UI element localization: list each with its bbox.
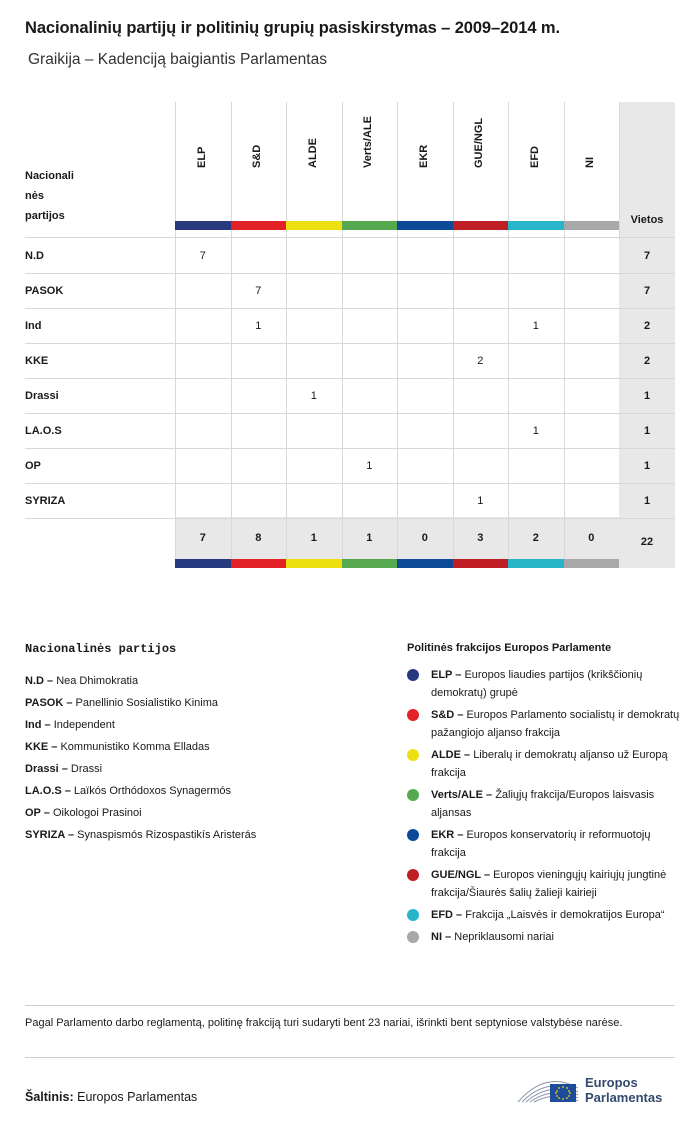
- national-legend-item: [25, 714, 355, 736]
- legend-abbr: Verts/ALE –: [431, 789, 493, 801]
- legend-name: Oikologoi Prasinoi: [52, 807, 142, 819]
- legend-abbr: SYRIZA –: [25, 829, 75, 841]
- group-total: 0: [588, 532, 595, 544]
- table-cell: 1: [532, 425, 539, 437]
- legend-name: Laïkós Orthódoxos Synagermós: [73, 785, 232, 797]
- row-divider: [25, 413, 675, 414]
- group-legend-item: [407, 786, 682, 822]
- source-value: Europos Parlamentas: [77, 1090, 198, 1104]
- group-color-band-bottom: [453, 559, 509, 568]
- group-total: 7: [199, 532, 206, 544]
- legend-abbr: LA.O.S –: [25, 785, 71, 797]
- group-color-dot-icon: [407, 909, 419, 921]
- group-header-alde: [286, 102, 342, 230]
- national-legend-title: Nacionalinės partijos: [25, 642, 177, 656]
- legend-name: Nea Dhimokratia: [56, 675, 139, 687]
- group-legend-item: [407, 746, 682, 782]
- legend-abbr: ALDE –: [431, 749, 471, 761]
- group-header-efd: [508, 102, 564, 230]
- row-party-label: Ind: [25, 320, 42, 332]
- table-cell: 1: [255, 320, 262, 332]
- national-parties-legend: [25, 642, 355, 846]
- legend-abbr: KKE –: [25, 741, 58, 753]
- row-party-label: PASOK: [25, 285, 64, 297]
- group-header-elp: [175, 102, 231, 230]
- group-header-label: Verts/ALE: [362, 116, 375, 168]
- legend-abbr: EKR –: [431, 829, 464, 841]
- group-header-ekr: [397, 102, 453, 230]
- source-label: Šaltinis:: [25, 1090, 74, 1104]
- table-cell: 2: [477, 355, 484, 367]
- group-total: 1: [310, 532, 317, 544]
- national-legend-item: [25, 780, 355, 802]
- group-header-ni: [564, 102, 620, 230]
- group-color-band-bottom: [508, 559, 564, 568]
- rules-note: Pagal Parlamento darbo reglamentą, politinę frakciją turi sudaryti bent 23 nariai, išrinkti bent septyniose valstybėse narėse.: [25, 1005, 675, 1058]
- national-legend-item: [25, 758, 355, 780]
- groups-legend-title: Politinės frakcijos Europos Parlamente: [407, 642, 612, 654]
- column-divider: [619, 102, 620, 239]
- row-party-label: N.D: [25, 250, 44, 262]
- group-legend-item: [407, 928, 682, 946]
- group-color-band-bottom: [397, 559, 453, 568]
- group-color-band: [231, 221, 287, 230]
- group-legend-item: [407, 706, 682, 742]
- group-color-dot-icon: [407, 749, 419, 761]
- row-divider: [25, 448, 675, 449]
- group-color-band-bottom: [231, 559, 287, 568]
- legend-name: Synaspismós Rizospastikís Aristerás: [77, 829, 257, 841]
- source-line: [25, 1090, 197, 1104]
- row-divider: [25, 343, 675, 344]
- group-color-band-bottom: [564, 559, 620, 568]
- row-seats: 7: [643, 285, 651, 297]
- group-color-band-bottom: [342, 559, 398, 568]
- group-header-label: EKR: [417, 144, 430, 168]
- table-cell: 1: [532, 320, 539, 332]
- group-header-label: S&D: [251, 144, 264, 168]
- row-seats: 2: [643, 320, 651, 332]
- group-total: 2: [532, 532, 539, 544]
- legend-name: Panellinio Sosialistiko Kinima: [75, 697, 219, 709]
- group-header-guengl: [453, 102, 509, 230]
- group-color-band: [286, 221, 342, 230]
- group-color-band-bottom: [175, 559, 231, 568]
- row-divider: [25, 308, 675, 309]
- legend-name: Kommunistiko Komma Elladas: [60, 741, 210, 753]
- group-header-sd: [231, 102, 287, 230]
- row-party-label: Drassi: [25, 390, 59, 402]
- national-legend-item: [25, 824, 355, 846]
- group-header-vertsale: [342, 102, 398, 230]
- legend-name: Žaliųjų frakcija/Europos laisvasis aljansas: [431, 789, 655, 819]
- national-legend-item: [25, 802, 355, 824]
- legend-abbr: PASOK –: [25, 697, 73, 709]
- group-header-label: GUE/NGL: [473, 117, 486, 168]
- logo-line-2: Parlamentas: [585, 1090, 663, 1105]
- table-cell: 1: [310, 390, 317, 402]
- row-party-label: SYRIZA: [25, 495, 66, 507]
- group-total: 1: [366, 532, 373, 544]
- national-legend-item: [25, 736, 355, 758]
- legend-name: Liberalų ir demokratų aljanso už Europą frakcija: [431, 749, 668, 779]
- header-divider: [25, 237, 675, 238]
- table-cell: 7: [199, 250, 206, 262]
- group-color-dot-icon: [407, 709, 419, 721]
- legend-abbr: S&D –: [431, 709, 464, 721]
- group-color-dot-icon: [407, 829, 419, 841]
- group-color-band: [397, 221, 453, 230]
- group-color-dot-icon: [407, 931, 419, 943]
- row-divider: [25, 273, 675, 274]
- row-seats: 1: [643, 495, 651, 507]
- legend-abbr: Drassi –: [25, 763, 68, 775]
- political-groups-legend: [407, 642, 682, 950]
- group-color-dot-icon: [407, 669, 419, 681]
- row-divider: [25, 483, 675, 484]
- row-party-label: LA.O.S: [25, 425, 62, 437]
- seats-column-header: Vietos: [630, 214, 664, 226]
- legend-name: Europos liaudies partijos (krikščionių demokratų) grupė: [431, 669, 643, 699]
- distribution-table: [25, 102, 675, 568]
- national-legend-item: [25, 670, 355, 692]
- group-total: 3: [477, 532, 484, 544]
- page-subtitle: Graikija – Kadenciją baigiantis Parlamentas: [28, 51, 327, 68]
- legend-name: Drassi: [70, 763, 103, 775]
- national-legend-item: [25, 692, 355, 714]
- legend-abbr: GUE/NGL –: [431, 869, 491, 881]
- row-seats: 7: [643, 250, 651, 262]
- group-legend-item: [407, 906, 682, 924]
- table-cell: 1: [477, 495, 484, 507]
- legend-name: Europos vieningųjų kairiųjų jungtinė frakcija/Šiaurės šalių žalieji kairieji: [431, 869, 667, 899]
- legend-name: Independent: [53, 719, 115, 731]
- group-header-label: ELP: [195, 146, 208, 168]
- group-legend-item: [407, 666, 682, 702]
- row-seats: 1: [643, 460, 651, 472]
- group-color-band: [342, 221, 398, 230]
- legend-abbr: Ind –: [25, 719, 51, 731]
- row-divider: [25, 518, 675, 519]
- legend-abbr: OP –: [25, 807, 50, 819]
- group-header-label: NI: [584, 157, 597, 168]
- legend-name: Frakcija „Laisvės ir demokratijos Europa“: [465, 909, 665, 921]
- logo-wordmark: [585, 1075, 662, 1105]
- legend-abbr: N.D –: [25, 675, 54, 687]
- group-color-dot-icon: [407, 789, 419, 801]
- row-seats: 1: [643, 425, 651, 437]
- grand-total: 22: [640, 536, 654, 548]
- group-legend-item: [407, 866, 682, 902]
- group-color-band: [564, 221, 620, 230]
- group-header-label: EFD: [528, 146, 541, 168]
- logo-line-1: Europos: [585, 1075, 638, 1090]
- party-column-header: Nacionali nės partijos: [25, 170, 74, 222]
- group-color-band-bottom: [286, 559, 342, 568]
- row-divider: [25, 378, 675, 379]
- row-seats: 2: [643, 355, 651, 367]
- legend-name: Europos Parlamento socialistų ir demokratų pažangiojo aljanso frakcija: [431, 709, 680, 739]
- group-legend-item: [407, 826, 682, 862]
- legend-name: Europos konservatorių ir reformuotojų frakcija: [431, 829, 651, 859]
- page-title: Nacionalinių partijų ir politinių grupių pasiskirstymas – 2009–2014 m.: [25, 19, 560, 37]
- group-color-band: [175, 221, 231, 230]
- group-color-band: [508, 221, 564, 230]
- row-seats: 1: [643, 390, 651, 402]
- row-party-label: KKE: [25, 355, 49, 367]
- legend-abbr: ELP –: [431, 669, 462, 681]
- legend-abbr: NI –: [431, 931, 452, 943]
- group-total: 8: [255, 532, 262, 544]
- group-color-dot-icon: [407, 869, 419, 881]
- group-header-label: ALDE: [306, 138, 319, 168]
- table-cell: 7: [255, 285, 262, 297]
- group-color-band: [453, 221, 509, 230]
- table-cell: 1: [366, 460, 373, 472]
- legend-name: Nepriklausomi nariai: [454, 931, 554, 943]
- legend-abbr: EFD –: [431, 909, 463, 921]
- group-total: 0: [421, 532, 428, 544]
- row-party-label: OP: [25, 460, 41, 472]
